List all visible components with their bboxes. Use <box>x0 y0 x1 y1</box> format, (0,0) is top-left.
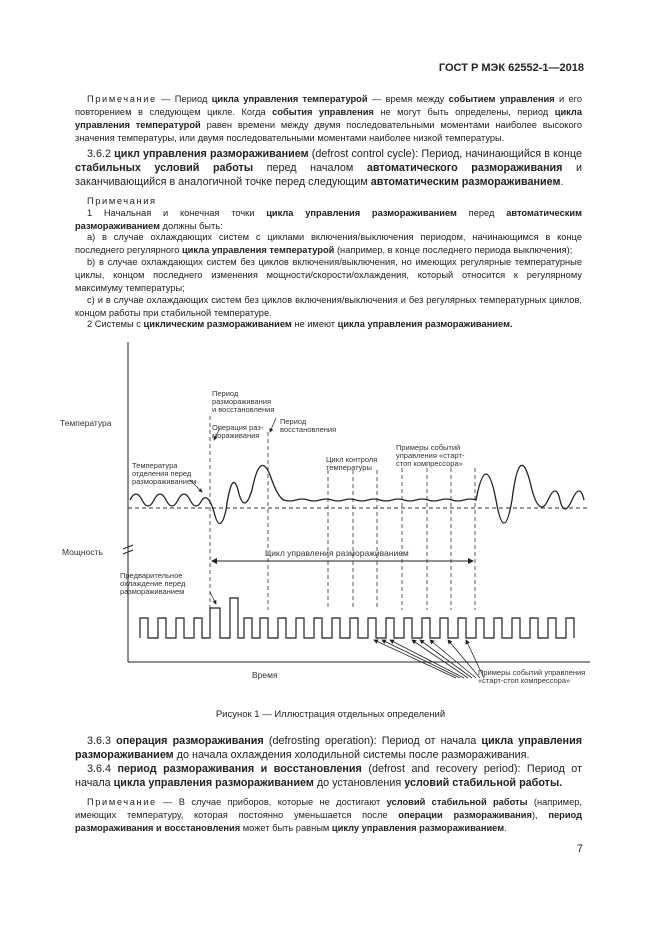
text-run: c) и в случае охлаждающих систем без циклов включения/выключения и без регулярных температурных циклов, концом работы при стабильной температуре. <box>75 295 582 318</box>
label-recovery-period: Период восстановления <box>280 417 337 434</box>
text-run: (например, в конце последнего периода выключения); <box>334 245 573 255</box>
label-events-bottom: Примеры событий управления «старт-стоп компрессора» <box>478 668 586 685</box>
bold-term: стабильных условий работы <box>75 162 254 174</box>
bold-term: циклическим размораживанием <box>143 319 292 329</box>
text-run: — В случае приборов, которые не достигают <box>156 797 387 807</box>
bold-term: цикла управления температурой <box>211 94 368 104</box>
note-defrost-recovery <box>75 796 582 835</box>
event-pointers <box>374 640 484 678</box>
text-run: равен времени между двумя последовательными моментами наиболее высокого значения температуры, или двумя последовательными моментами наиболее низкой температуры. <box>75 120 582 143</box>
text-run: до начала охлаждения холодильной системы после размораживания. <box>173 749 530 761</box>
document-header: ГОСТ Р МЭК 62552-1—2018 <box>438 62 584 74</box>
bold-term: цикл управления размораживанием <box>114 148 309 160</box>
note-temperature-cycle <box>75 93 582 145</box>
defrost-cycle-label: Цикл управления размораживанием <box>265 548 409 558</box>
text-run: (например, имеющих температуру, которая постоянно уменьшается после <box>75 797 582 820</box>
text-run: Примечание <box>87 797 157 807</box>
label-defrosting-operation: Операция раз-мораживания <box>212 423 264 440</box>
text-run: 3.6.3 <box>87 735 117 747</box>
note-item-c <box>75 294 582 320</box>
bold-term: период размораживания и восстановления <box>117 763 362 775</box>
text-run: ), <box>531 810 549 820</box>
bold-term: событием управления <box>448 94 555 104</box>
definition-3-6-3 <box>75 734 582 762</box>
bold-term: автоматическим размораживанием <box>370 176 561 188</box>
label-temperature-control-cycle: Цикл контроля температуры <box>326 455 378 472</box>
text-run: перед началом <box>253 162 367 174</box>
text-run: до установления <box>313 777 405 789</box>
bold-term: события управления <box>272 107 374 117</box>
note-item-1 <box>75 207 582 233</box>
text-run: должны быть: <box>159 221 223 231</box>
definition-3-6-4 <box>75 762 582 790</box>
text-run: (defrosting operation): Период от начала <box>263 735 482 747</box>
page-number: 7 <box>576 843 583 855</box>
bold-term: цикла управления размораживанием <box>75 735 583 761</box>
bold-term: цикла управления размораживанием <box>266 208 457 218</box>
text-run: (defrost and recovery period): Период от начала <box>75 763 582 789</box>
text-run: — Период <box>156 94 212 104</box>
text-run: перед <box>456 208 507 218</box>
note-item-b <box>75 256 582 295</box>
defrost-cycle-figure <box>60 340 590 685</box>
temperature-curve <box>130 465 584 523</box>
label-defrost-recovery-period: Период размораживания и восстановления <box>212 389 275 414</box>
bold-term: условий стабильной работы <box>386 797 528 807</box>
label-events-top: Примеры событий управления «старт-стоп компрессора» <box>396 443 465 468</box>
note-item-a <box>75 231 582 257</box>
text-run: и его повторением в следующем цикле. Когда <box>75 94 583 117</box>
bold-term: условий стабильной работы. <box>404 777 563 789</box>
note-item-2 <box>75 318 582 331</box>
bold-term: операция размораживания <box>116 735 264 747</box>
label-temperature-before-defrost: Температура отделения перед размораживанием <box>132 461 197 486</box>
text-run: . <box>504 823 507 833</box>
bold-term: цикла управления температурой <box>181 245 335 255</box>
bold-term: цикла управления температурой <box>75 107 583 130</box>
text-run: а) в случае охлаждающих систем с циклами включения/выключения периодом, начинающимся в конце последнего регулярного <box>75 232 582 255</box>
bold-term: цикла управления размораживанием. <box>337 319 513 329</box>
text-run: 3.6.2 <box>87 148 115 160</box>
text-run: может быть равным <box>240 823 332 833</box>
figure-caption: Рисунок 1 — Иллюстрация отдельных определений <box>215 709 446 720</box>
text-run: и заканчивающийся в аналогичной точке перед следующим <box>75 162 583 188</box>
bold-term: автоматическим размораживанием <box>75 208 583 231</box>
text-run: не имеют <box>291 319 338 329</box>
bold-term: цикла управления размораживанием <box>113 777 314 789</box>
text-run: 1 Начальная и конечная точки <box>87 208 267 218</box>
power-curve <box>140 598 574 638</box>
x-label-time: Время <box>252 670 278 680</box>
y-label-temperature: Температура <box>60 418 112 428</box>
text-run: 3.6.4 <box>87 763 118 775</box>
text-run: . <box>560 176 564 188</box>
bold-term: циклу управления размораживанием <box>331 823 505 833</box>
text-run: b) в случае охлаждающих систем без циклов включения/выключения, но имеющих регулярные температурные циклы, концом последнего изменения мощности/скорости/охлаждения, который относится к регулярному максимуму температуры; <box>75 257 582 293</box>
bold-term: автоматического размораживания <box>366 162 563 174</box>
text-run: не могут быть определены, период <box>373 107 555 117</box>
text-run: Примечание <box>87 94 157 104</box>
bold-term: операции размораживания <box>398 810 532 820</box>
y-label-power: Мощность <box>62 547 103 557</box>
notes-title: Примечания <box>87 196 157 206</box>
bold-term: период размораживания и восстановления <box>75 810 582 833</box>
text-run: 2 Системы с <box>87 319 144 329</box>
text-run: — время между <box>367 94 449 104</box>
text-run: (defrost control cycle): Период, начинающийся в конце <box>308 148 583 160</box>
label-precooling: Предварительное охлаждение перед размораживанием <box>120 571 186 596</box>
definition-3-6-2 <box>75 147 582 189</box>
